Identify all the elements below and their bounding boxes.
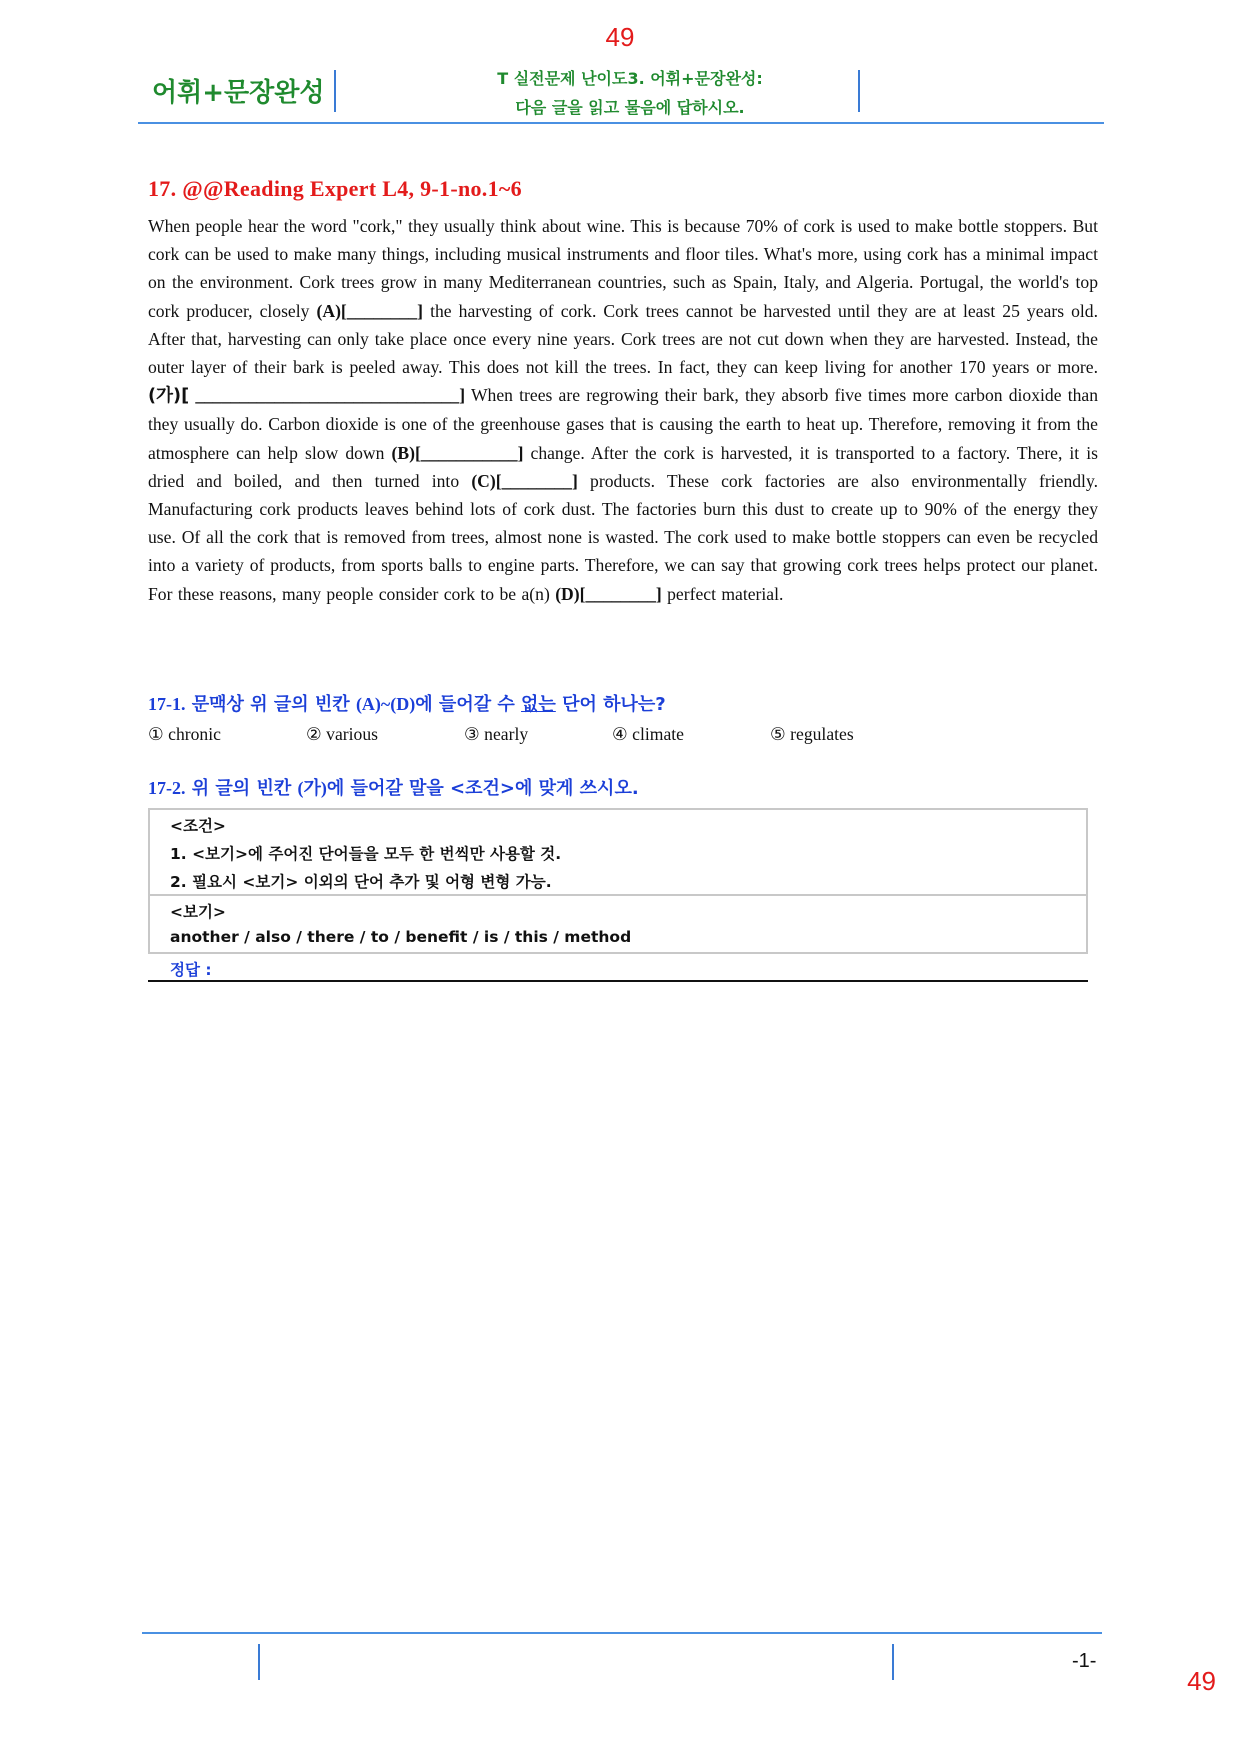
header-instruction-line2: 다음 글을 읽고 물음에 답하시오. <box>515 98 745 117</box>
reading-passage <box>148 212 1098 608</box>
blank-a: (A)[________] <box>316 300 424 321</box>
header-instruction-line1: T 실전문제 난이도3. 어휘+문장완성: <box>497 69 763 88</box>
condition-title: <조건> <box>170 817 226 835</box>
choice-3[interactable]: ③ nearly <box>464 724 529 744</box>
passage-text: products. These cork factories are also environmentally friendly. Manufacturing cork products leaves behind lots of cork dust. The factories burn this dust to create up to 90% of the energy they use. Of all the cork that is removed from trees, almost none is wasted. The cork used to make bottle stoppers can even be recycled into a variety of products, from sports balls to engine parts. Therefore, we can say that growing cork trees helps protect our planet. For these reasons, many people consider cork to be a(n) <box>148 470 1098 604</box>
example-box-title: <보기> <box>170 903 226 921</box>
blank-c: (C)[________] <box>471 470 578 491</box>
passage-text: change. After the cork is harvested, it is transported to a factory. There, it is dried and boiled, and then turned into <box>148 442 1098 491</box>
example-words: another / also / there / to / benefit / is / this / method <box>170 928 632 946</box>
footer-divider-right <box>892 1644 894 1680</box>
condition-2: 2. 필요시 <보기> 이외의 단어 추가 및 어형 변형 가능. <box>170 873 552 891</box>
choice-5[interactable]: ⑤ regulates <box>770 724 854 744</box>
passage-text: When people hear the word "cork," they usually think about wine. This is because 70% of cork is used to make bottle stoppers. But cork can be used to make many things, including musical instruments and floor tiles. What's more, using cork has a minimal impact on the environment. Cork trees grow in many Mediterranean countries, such as Spain, Italy, and Algeria. Portugal, the world's top cork producer, closely <box>148 216 1098 321</box>
blank-b: (B)[___________] <box>391 442 524 463</box>
q1-range: (A)~(D) <box>355 694 416 714</box>
passage-text: When trees are regrowing their bark, they absorb five times more carbon dioxide than they usually do. Carbon dioxide is one of the greenhouse gases that is causing the earth to heat up. Therefore, removing it from the atmosphere can help slow down <box>148 385 1098 463</box>
page-number-top: 49 <box>605 22 635 52</box>
question-title: 17. @@Reading Expert L4, 9-1-no.1~6 <box>148 176 522 201</box>
header-rule <box>138 122 1104 124</box>
header-category: 어휘+문장완성 <box>152 78 325 108</box>
q1-text: 단어 하나는? <box>555 694 666 715</box>
choice-1[interactable]: ① chronic <box>148 724 221 744</box>
blank-ga-line: ______________________________ <box>195 385 460 406</box>
choice-4[interactable]: ④ climate <box>612 724 684 744</box>
condition-1: 1. <보기>에 주어진 단어들을 모두 한 번씩만 사용할 것. <box>170 845 562 863</box>
blank-ga-label: (가)[ <box>148 386 190 407</box>
q2-text: 에 들어갈 말을 <조건>에 맞게 쓰시오. <box>326 778 639 799</box>
q1-text: 에 들어갈 수 <box>415 694 522 715</box>
footer-divider-left <box>258 1644 260 1680</box>
header-instruction <box>420 64 840 122</box>
q1-text: 문맥상 위 글의 빈칸 <box>185 694 356 715</box>
question-17-2 <box>148 774 639 800</box>
passage-text: the harvesting of cork. Cork trees cannot be harvested until they are at least 25 years old. After that, harvesting can only take place once every nine years. Cork trees are not cut down when they are harvested. Instead, the outer layer of their bark is peeled away. This does not kill the trees. In fact, they can keep living for another 170 years or more. <box>148 300 1098 378</box>
condition-box-divider <box>148 894 1088 896</box>
footer-page-number: -1- <box>1072 1650 1097 1672</box>
q2-number: 17-2. <box>148 778 186 798</box>
footer-rule <box>142 1632 1102 1634</box>
question-17-1 <box>148 690 666 716</box>
answer-label: 정답 : <box>170 961 212 979</box>
page-number-bottom: 49 <box>1187 1666 1216 1696</box>
passage-text: perfect material. <box>661 583 784 604</box>
choice-2[interactable]: ② various <box>306 724 378 744</box>
q1-emphasis: 없는 <box>521 694 556 715</box>
q2-text: 위 글의 빈칸 <box>185 778 298 799</box>
header-divider-left <box>334 70 336 112</box>
blank-ga <box>148 385 465 405</box>
answer-line[interactable] <box>148 980 1088 982</box>
q1-number: 17-1. <box>148 694 186 714</box>
q2-label: (가) <box>297 778 327 798</box>
header-divider-right <box>858 70 860 112</box>
blank-d: (D)[________] <box>555 583 662 604</box>
blank-ga-close: ] <box>459 385 466 406</box>
